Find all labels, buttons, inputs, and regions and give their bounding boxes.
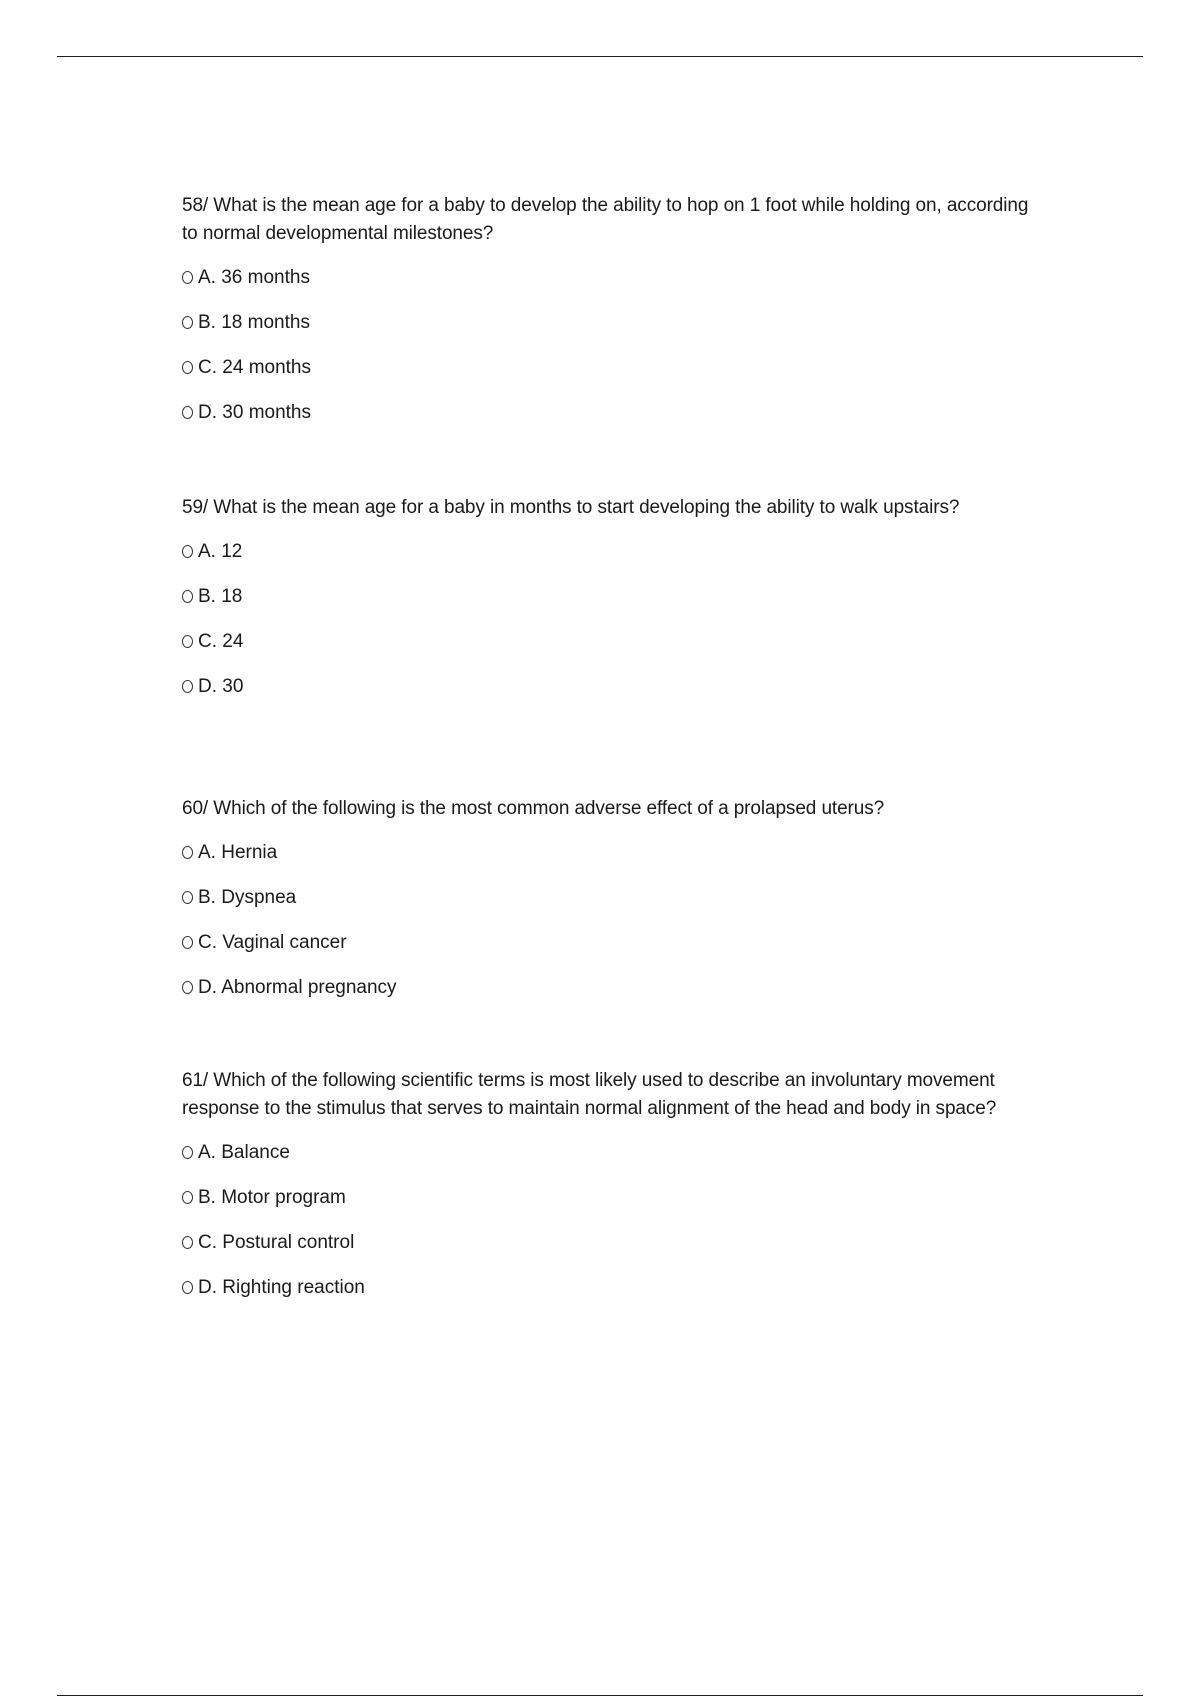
option-label[interactable]: B. Dyspnea [198,887,297,908]
question-61 [182,1067,1042,1301]
radio-circle-icon[interactable] [182,361,193,374]
radio-circle-icon[interactable] [182,680,193,693]
option-a[interactable] [182,1140,1042,1166]
option-a[interactable] [182,840,1042,866]
radio-circle-icon[interactable] [182,316,193,329]
option-label[interactable]: B. 18 [198,586,243,607]
option-d[interactable] [182,975,1042,1001]
options-list [182,539,1042,700]
radio-circle-icon[interactable] [182,1236,193,1249]
top-divider [57,56,1143,57]
radio-circle-icon[interactable] [182,406,193,419]
option-c[interactable] [182,355,1042,381]
option-b[interactable] [182,584,1042,610]
option-label[interactable]: D. 30 [198,676,244,697]
radio-circle-icon[interactable] [182,891,193,904]
option-label[interactable]: A. 36 months [198,267,310,288]
radio-circle-icon[interactable] [182,271,193,284]
question-60 [182,795,1042,1001]
option-label[interactable]: B. 18 months [198,312,310,333]
radio-circle-icon[interactable] [182,635,193,648]
option-d[interactable] [182,400,1042,426]
option-label[interactable]: D. 30 months [198,402,311,423]
option-label[interactable]: D. Righting reaction [198,1277,365,1298]
radio-circle-icon[interactable] [182,936,193,949]
option-a[interactable] [182,265,1042,291]
option-label[interactable]: A. Balance [198,1142,290,1163]
radio-circle-icon[interactable] [182,1146,193,1159]
option-c[interactable] [182,629,1042,655]
option-a[interactable] [182,539,1042,565]
question-text: 61/ Which of the following scientific terms is most likely used to describe an involuntary movement response to the stimulus that serves to maintain normal alignment of the head and body in space? [182,1070,997,1119]
option-label[interactable]: C. 24 [198,631,244,652]
option-label[interactable]: B. Motor program [198,1187,346,1208]
option-label[interactable]: A. Hernia [198,842,278,863]
question-text: 60/ Which of the following is the most common adverse effect of a prolapsed uterus? [182,798,885,819]
options-list [182,1140,1042,1301]
question-text: 59/ What is the mean age for a baby in months to start developing the ability to walk upstairs? [182,497,960,518]
option-label[interactable]: C. 24 months [198,357,311,378]
radio-circle-icon[interactable] [182,981,193,994]
option-label[interactable]: C. Postural control [198,1232,355,1253]
option-b[interactable] [182,1185,1042,1211]
option-d[interactable] [182,1275,1042,1301]
radio-circle-icon[interactable] [182,545,193,558]
option-label[interactable]: A. 12 [198,541,243,562]
option-b[interactable] [182,885,1042,911]
options-list [182,840,1042,1001]
option-label[interactable]: C. Vaginal cancer [198,932,347,953]
radio-circle-icon[interactable] [182,1281,193,1294]
bottom-divider [57,1695,1143,1696]
question-59 [182,494,1042,700]
question-58 [182,192,1042,426]
options-list [182,265,1042,426]
radio-circle-icon[interactable] [182,846,193,859]
radio-circle-icon[interactable] [182,1191,193,1204]
radio-circle-icon[interactable] [182,590,193,603]
option-c[interactable] [182,930,1042,956]
question-text: 58/ What is the mean age for a baby to develop the ability to hop on 1 foot while holding on, according to normal developmental milestones? [182,195,1029,244]
option-c[interactable] [182,1230,1042,1256]
option-d[interactable] [182,674,1042,700]
option-label[interactable]: D. Abnormal pregnancy [198,977,397,998]
option-b[interactable] [182,310,1042,336]
